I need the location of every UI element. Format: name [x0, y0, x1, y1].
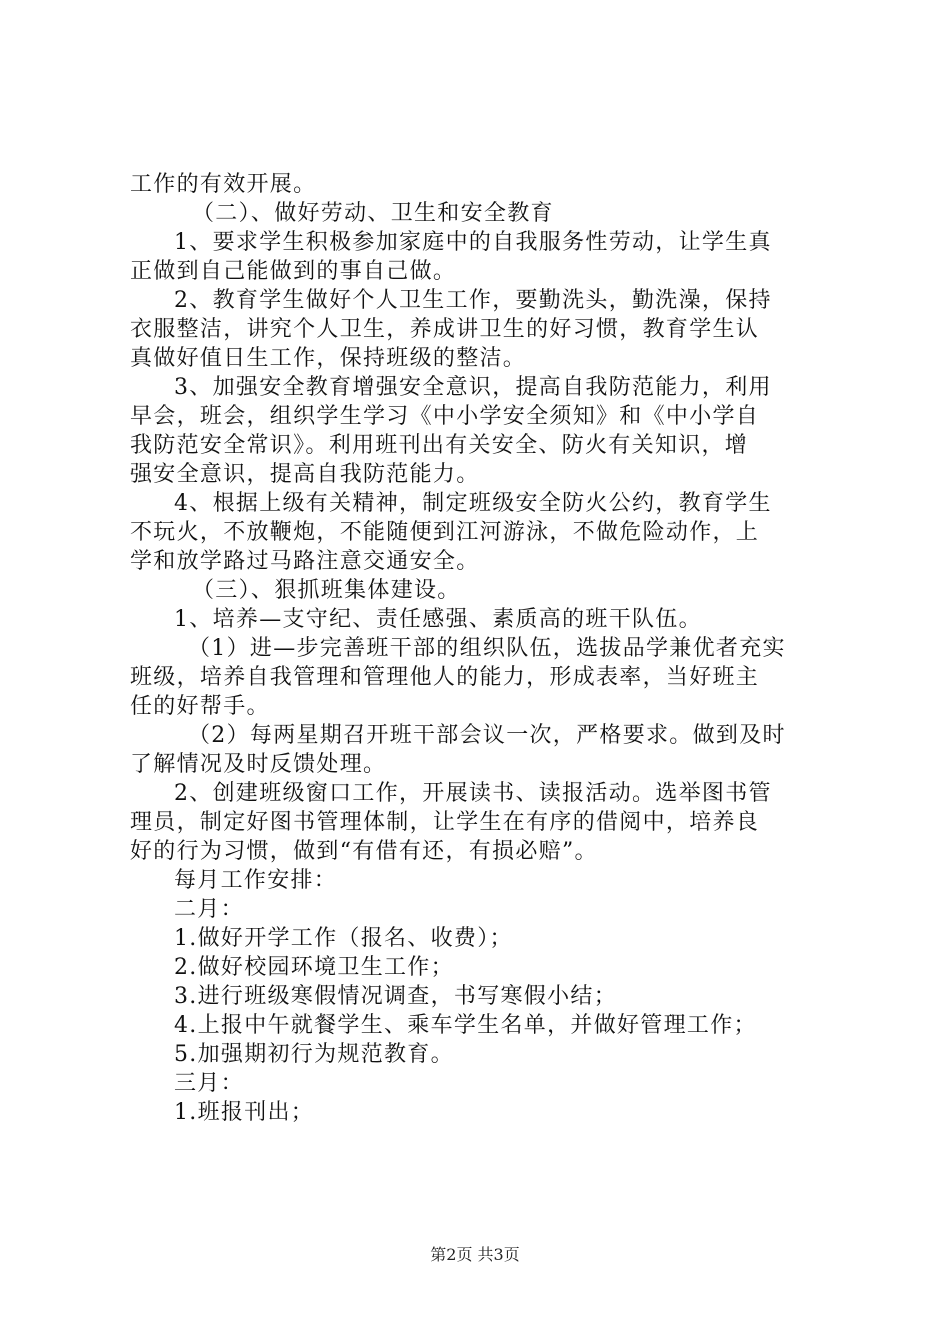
document-body	[130, 170, 830, 1127]
text-line: 早会，班会，组织学生学习《中小学安全须知》和《中小学自	[130, 404, 760, 429]
list-item: 4.上报中午就餐学生、乘车学生名单，并做好管理工作；	[174, 1013, 757, 1038]
text-line: 2、教育学生做好个人卫生工作，要勤洗头，勤洗澡，保持	[174, 288, 772, 313]
text-line: 1、培养—支守纪、责任感强、素质高的班干队伍。	[174, 607, 702, 632]
text-line: 正做到自己能做到的事自己做。	[130, 259, 457, 284]
text-line: 任的好帮手。	[130, 694, 270, 719]
list-item: 2.做好校园环境卫生工作；	[174, 955, 454, 980]
text-line: 不玩火，不放鞭炮，不能随便到江河游泳，不做危险动作，上	[130, 520, 760, 545]
text-line: 强安全意识，提高自我防范能力。	[130, 462, 480, 487]
text-line: 1、要求学生积极参加家庭中的自我服务性劳动，让学生真	[174, 230, 772, 255]
list-item: 1.做好开学工作（报名、收费）；	[174, 926, 513, 951]
schedule-heading: 每月工作安排：	[174, 868, 338, 893]
list-item: 1.班报刊出；	[174, 1100, 315, 1125]
text-line: 2、创建班级窗口工作，开展读书、读报活动。选举图书管	[174, 781, 772, 806]
list-item: 3.进行班级寒假情况调查，书写寒假小结；	[174, 984, 617, 1009]
text-line: 理员，制定好图书管理体制，让学生在有序的借阅中，培养良	[130, 810, 760, 835]
list-item: 5.加强期初行为规范教育。	[174, 1042, 454, 1067]
text-line: 学和放学路过马路注意交通安全。	[130, 549, 480, 574]
text-line: 衣服整洁，讲究个人卫生，养成讲卫生的好习惯，教育学生认	[130, 317, 760, 342]
text-line: 我防范安全常识》。利用班刊出有关安全、防火有关知识，增	[130, 433, 749, 458]
page-footer: 第2页 共3页	[430, 1245, 520, 1264]
month-heading: 二月：	[174, 897, 244, 922]
text-line: 3、加强安全教育增强安全意识，提高自我防范能力，利用	[174, 375, 772, 400]
text-line: 真做好值日生工作，保持班级的整洁。	[130, 346, 527, 371]
month-heading: 三月：	[174, 1071, 244, 1096]
text-line: 4、根据上级有关精神，制定班级安全防火公约，教育学生	[174, 491, 772, 516]
text-line: 了解情况及时反馈处理。	[130, 752, 387, 777]
text-line: 工作的有效开展。	[130, 172, 317, 197]
text-line: 班级，培养自我管理和管理他人的能力，形成表率，当好班主	[130, 665, 760, 690]
section-heading: （三）、狠抓班集体建设。	[192, 578, 461, 603]
text-line: 好的行为习惯，做到“有借有还，有损必赔”。	[130, 839, 598, 864]
text-line: （2）每两星期召开班干部会议一次，严格要求。做到及时	[188, 723, 786, 748]
text-line: （1）进—步完善班干部的组织队伍，选拔品学兼优者充实	[188, 636, 786, 661]
section-heading: （二）、做好劳动、卫生和安全教育	[192, 201, 554, 226]
